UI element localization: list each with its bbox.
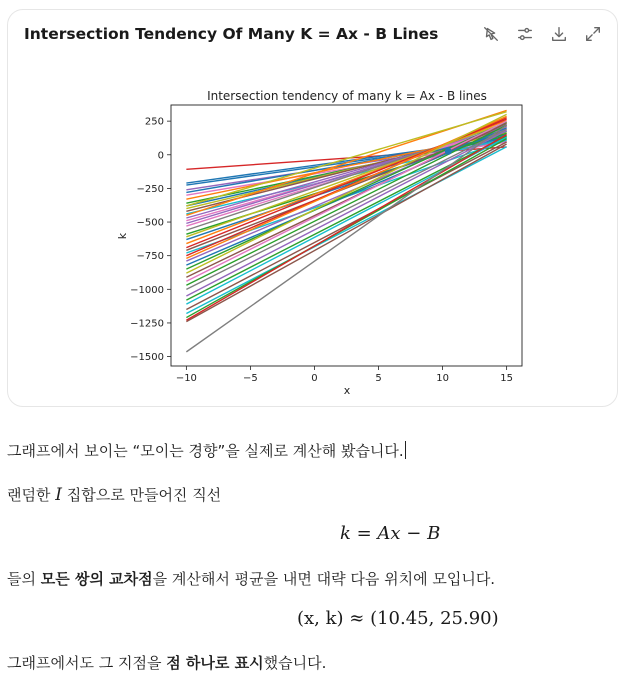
x-tick-label: 15 xyxy=(500,373,513,384)
y-tick-label: 0 xyxy=(157,150,164,162)
chart-title: Intersection tendency of many k = Ax - B lines xyxy=(207,89,487,103)
y-tick-label: −750 xyxy=(136,251,164,263)
settings-button[interactable] xyxy=(515,24,535,44)
chart xyxy=(108,76,528,398)
x-tick-label: −5 xyxy=(243,373,258,384)
sliders-icon xyxy=(516,25,534,43)
series-line-31 xyxy=(186,121,506,281)
paragraph-3-before: 들의 xyxy=(7,570,41,588)
paragraph-2 xyxy=(7,484,221,505)
paragraph-3-bold: 모든 쌍의 교차점 xyxy=(40,570,153,588)
x-axis-label: x xyxy=(343,384,351,397)
paragraph-4-before: 그래프에서도 그 지점을 xyxy=(7,654,167,672)
mean-intersection-point xyxy=(445,148,452,155)
equation-point xyxy=(297,608,499,629)
paragraph-4-bold: 점 하나로 표시 xyxy=(166,654,264,672)
paragraph-4-after: 했습니다. xyxy=(263,654,327,672)
paragraph-1 xyxy=(7,440,406,461)
series-line-34 xyxy=(186,131,506,296)
paragraph-3-after: 을 계산해서 평균을 내면 대략 다음 위치에 모입니다. xyxy=(152,570,496,588)
y-tick-label: 250 xyxy=(144,116,164,128)
variable-i: I xyxy=(55,485,62,505)
equation-point-text: (x, k) ≈ (10.45, 25.90) xyxy=(297,608,499,629)
paragraph-3 xyxy=(7,568,495,589)
x-tick-label: 0 xyxy=(311,373,318,384)
paragraph-2-after: 집합으로 만들어진 직선 xyxy=(61,486,222,504)
expand-icon xyxy=(584,25,602,43)
y-tick-label: −1250 xyxy=(130,318,164,330)
download-icon xyxy=(550,25,568,43)
paragraph-2-before: 랜덤한 xyxy=(7,486,56,504)
card-title: Intersection Tendency Of Many K = Ax - B Lines xyxy=(24,25,439,43)
chart-card xyxy=(7,9,618,407)
series-line-38 xyxy=(186,147,506,314)
y-tick-label: −250 xyxy=(136,183,164,195)
expand-button[interactable] xyxy=(583,24,603,44)
text-cursor xyxy=(405,441,406,459)
series-line-19 xyxy=(186,131,506,239)
download-button[interactable] xyxy=(549,24,569,44)
interactive-toggle-button[interactable] xyxy=(481,24,501,44)
y-tick-label: −1000 xyxy=(130,284,164,296)
interactive-off-icon xyxy=(482,25,500,43)
y-axis-label: k xyxy=(116,232,129,240)
y-tick-label: −500 xyxy=(136,217,164,229)
chart-svg xyxy=(108,76,528,398)
equation-line xyxy=(340,523,440,544)
equation-line-text: k = Ax − B xyxy=(340,523,441,544)
paragraph-1-text: 그래프에서 보이는 “모이는 경향”을 실제로 계산해 봤습니다. xyxy=(7,442,404,460)
x-tick-label: 10 xyxy=(436,373,449,384)
paragraph-4 xyxy=(7,652,326,673)
card-toolbar xyxy=(481,24,603,44)
y-tick-label: −1500 xyxy=(130,352,164,364)
x-tick-label: −10 xyxy=(175,373,197,384)
x-tick-label: 5 xyxy=(375,373,382,384)
series-line-32 xyxy=(186,125,506,285)
